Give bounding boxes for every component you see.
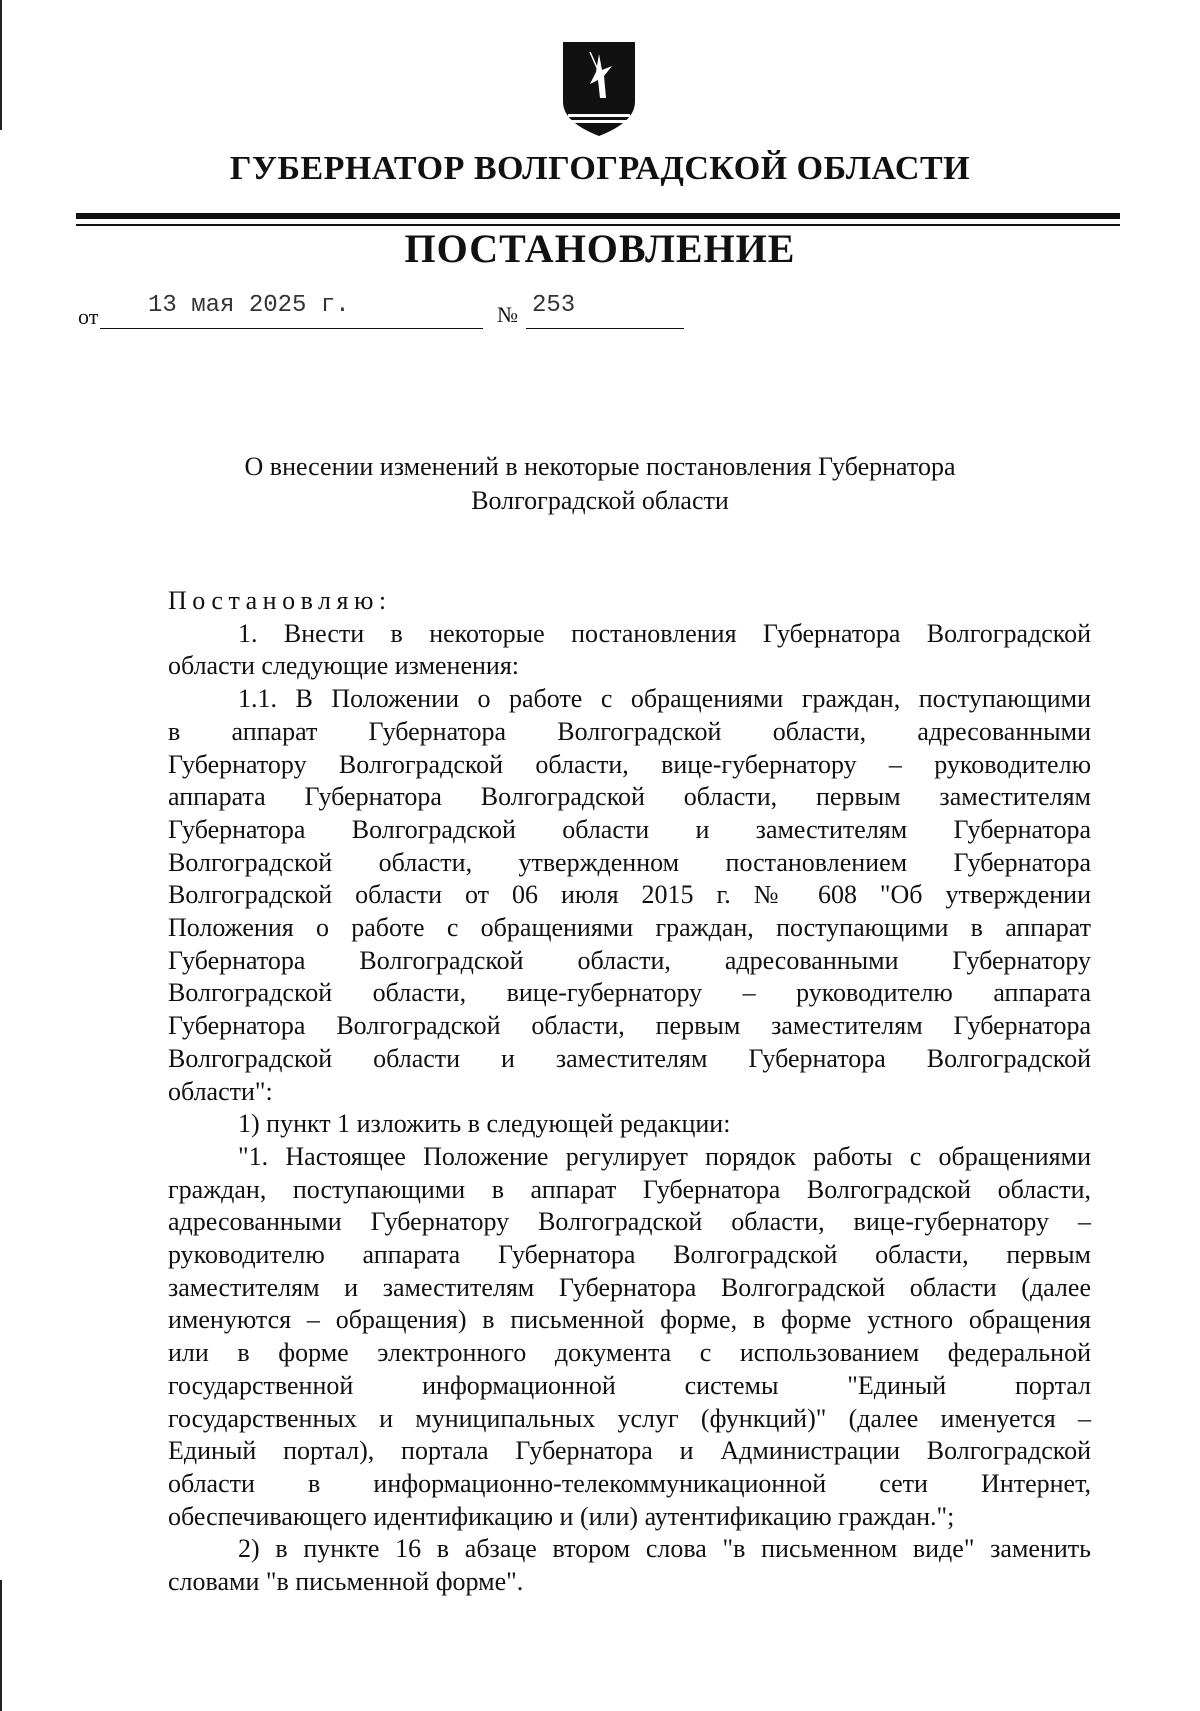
body-line: заместителям и заместителям Губернатора Волгоградской области (далее bbox=[168, 1272, 1091, 1302]
body-line: 2) в пункте 16 в абзаце втором слова "в письменном виде" заменить bbox=[238, 1534, 1091, 1564]
body-line: государственных и муниципальных услуг (функций)" (далее именуется – bbox=[168, 1403, 1091, 1433]
body-line: адресованными Губернатору Волгоградской области, вице-губернатору – bbox=[168, 1207, 1091, 1237]
body-line: именуются – обращения) в письменной форме, в форме устного обращения bbox=[168, 1305, 1091, 1335]
document-subject bbox=[200, 450, 1000, 518]
body-line: Губернатора Волгоградской области и заместителям Губернатора bbox=[168, 814, 1091, 844]
header-rule-thick bbox=[76, 213, 1120, 219]
date-number-row bbox=[0, 290, 1200, 330]
body-line: 1. Внести в некоторые постановления Губернатора Волгоградской bbox=[238, 618, 1091, 648]
body-line: области следующие изменения: bbox=[168, 651, 520, 681]
body-line: "1. Настоящее Положение регулирует порядок работы с обращениями bbox=[238, 1141, 1091, 1171]
date-prefix: от bbox=[78, 304, 99, 329]
body-line: области в информационно-телекоммуникационной сети Интернет, bbox=[168, 1468, 1091, 1498]
body-line: Губернатора Волгоградской области, адресованными Губернатору bbox=[168, 945, 1091, 975]
date-value: 13 мая 2025 г. bbox=[148, 292, 350, 319]
body-line: 1.1. В Положении о работе с обращениями граждан, поступающими bbox=[238, 684, 1091, 714]
body-line: государственной информационной системы "Единый портал bbox=[168, 1370, 1091, 1400]
date-underline bbox=[100, 328, 483, 329]
number-underline bbox=[526, 328, 684, 329]
body-line: в аппарат Губернатора Волгоградской области, адресованными bbox=[168, 716, 1091, 746]
document-body bbox=[168, 585, 1091, 1599]
scan-margin-mark bbox=[0, 0, 2, 130]
body-line: руководителю аппарата Губернатора Волгоградской области, первым bbox=[168, 1240, 1091, 1270]
body-line: граждан, поступающими в аппарат Губернатора Волгоградской области, bbox=[168, 1174, 1091, 1204]
number-prefix: № bbox=[497, 302, 518, 327]
scan-margin-mark bbox=[0, 1580, 2, 1711]
body-line: Волгоградской области и заместителям Губернатора Волгоградской bbox=[168, 1043, 1091, 1073]
body-line: Губернатора Волгоградской области, первым заместителям Губернатора bbox=[168, 1011, 1091, 1041]
issuer-title: ГУБЕРНАТОР ВОЛГОГРАДСКОЙ ОБЛАСТИ bbox=[229, 150, 971, 187]
body-line: обеспечивающего идентификацию и (или) аутентификацию граждан."; bbox=[168, 1501, 955, 1531]
body-line: Единый портал), портала Губернатора и Администрации Волгоградской bbox=[168, 1436, 1091, 1466]
subject-line: Волгоградской области bbox=[471, 486, 729, 515]
body-line: словами "в письменной форме". bbox=[168, 1567, 524, 1597]
body-line: Положения о работе с обращениями граждан, поступающими в аппарат bbox=[168, 913, 1091, 943]
body-line: или в форме электронного документа с использованием федеральной bbox=[168, 1338, 1091, 1368]
body-line: Волгоградской области от 06 июля 2015 г. № 608 "Об утверждении bbox=[168, 880, 1091, 910]
resolve-word: Постановляю: bbox=[168, 586, 392, 615]
body-line: 1) пункт 1 изложить в следующей редакции: bbox=[238, 1109, 731, 1139]
body-line: Волгоградской области, вице-губернатору – руководителю аппарата bbox=[168, 978, 1091, 1008]
number-value: 253 bbox=[532, 292, 576, 319]
body-line: Волгоградской области, утвержденном постановлением Губернатора bbox=[168, 847, 1091, 877]
body-line: Губернатору Волгоградской области, вице-губернатору – руководителю bbox=[168, 749, 1091, 779]
body-line: области": bbox=[168, 1076, 273, 1106]
document-type-title: ПОСТАНОВЛЕНИЕ bbox=[404, 226, 796, 271]
body-line: аппарата Губернатора Волгоградской области, первым заместителям bbox=[168, 782, 1091, 812]
subject-line: О внесении изменений в некоторые постановления Губернатора bbox=[244, 452, 956, 481]
coat-of-arms-emblem bbox=[560, 40, 638, 138]
